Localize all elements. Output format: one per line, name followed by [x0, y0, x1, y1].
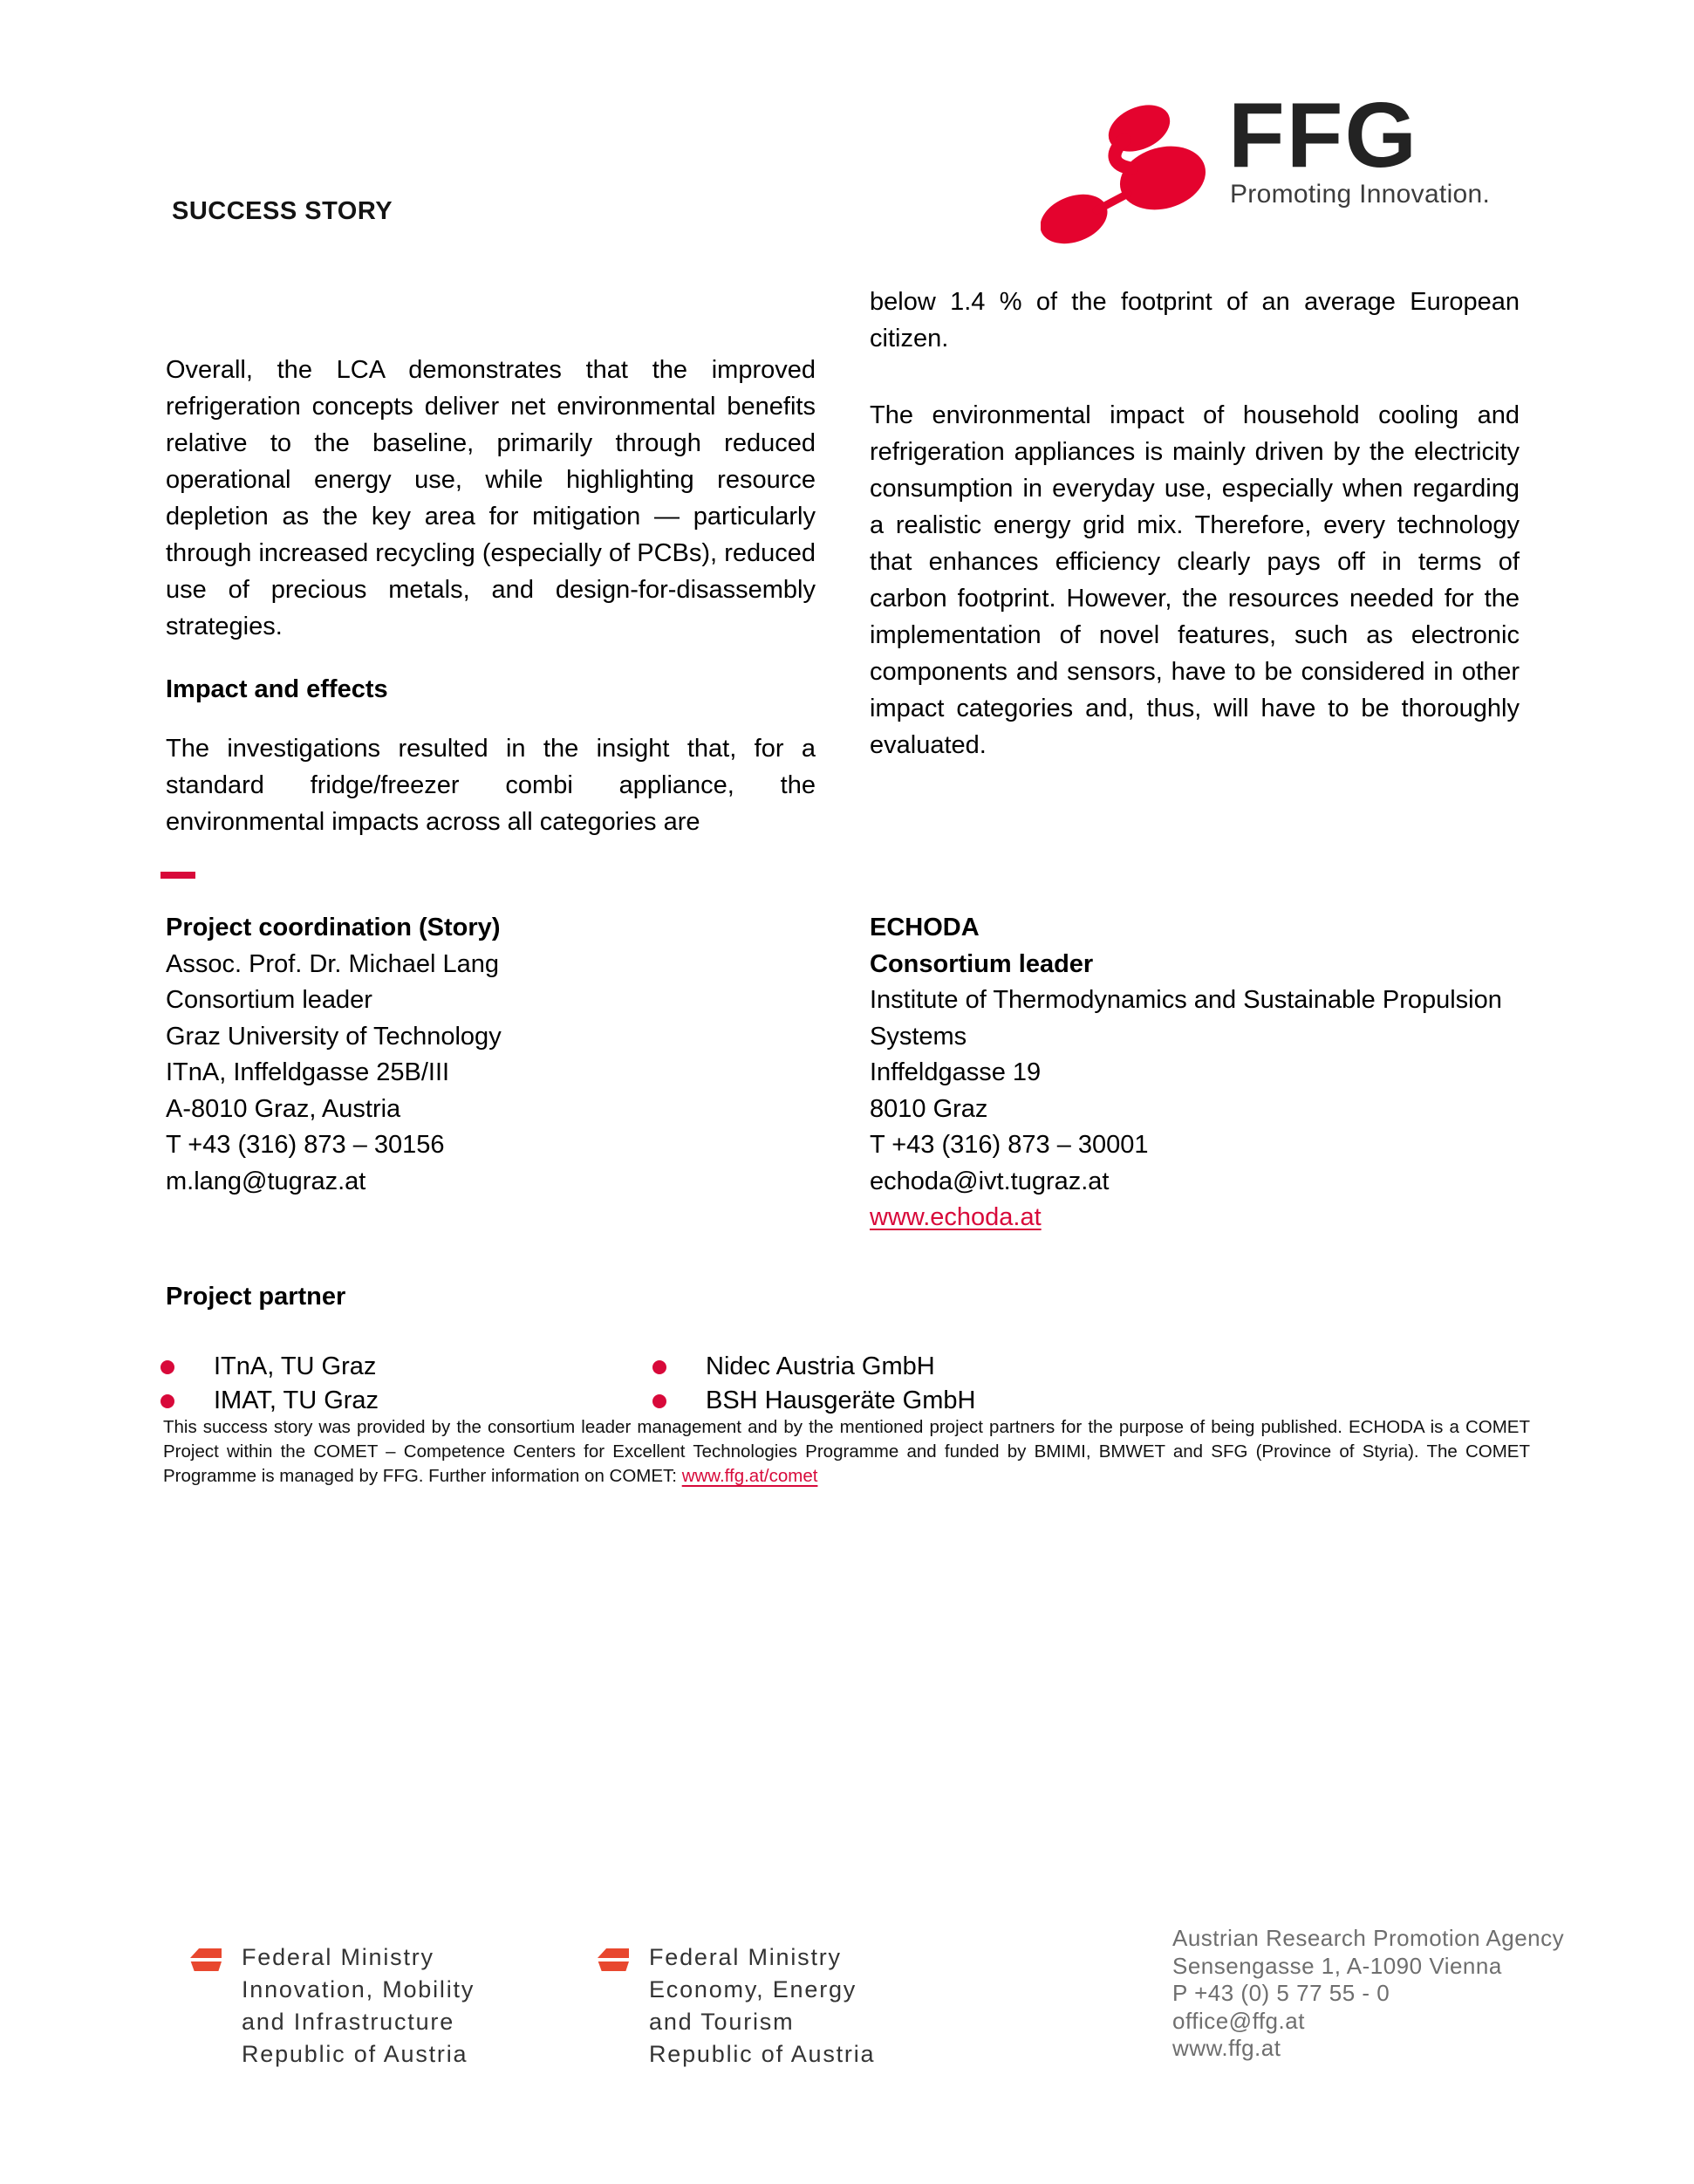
ministry-line: Economy, Energy	[649, 1976, 857, 2003]
partner-item	[652, 1386, 1242, 1415]
ministry-line: Federal Ministry	[242, 1944, 434, 1970]
echoda-address-city: 8010 Graz	[870, 1094, 988, 1123]
echoda-institute: Institute of Thermodynamics and Sustainable Propulsion Systems	[870, 986, 1502, 1051]
heading-impact-and-effects: Impact and effects	[166, 675, 388, 703]
flag-bar-bottom	[598, 1961, 629, 1971]
partner-label: Nidec Austria GmbH	[706, 1352, 935, 1380]
austrian-flag-icon	[190, 1948, 222, 1972]
ministry-line: Federal Ministry	[649, 1944, 842, 1970]
coordination-organisation: Graz University of Technology	[166, 1022, 502, 1051]
paragraph-investigations: The investigations resulted in the insight that, for a standard fridge/freezer combi appliance, the environmental impacts across all categories are	[166, 735, 816, 836]
ffg-molecule-icon	[1041, 105, 1212, 246]
ministry-economy-logo	[598, 1941, 875, 2071]
heading-project-partner: Project partner	[166, 1283, 346, 1311]
echoda-address-street: Inffeldgasse 19	[870, 1058, 1042, 1086]
austrian-flag-icon	[598, 1948, 629, 1972]
bullet-icon	[161, 1394, 174, 1408]
right-column	[870, 284, 1520, 763]
partner-label: BSH Hausgeräte GmbH	[706, 1386, 976, 1414]
echoda-phone: T +43 (316) 873 – 30001	[870, 1131, 1149, 1159]
page-title: SUCCESS STORY	[172, 197, 393, 225]
ffg-agency-contact-block	[1172, 1925, 1564, 2063]
flag-bar-top	[190, 1948, 222, 1958]
echoda-website-link[interactable]: www.echoda.at	[870, 1203, 1042, 1231]
ministry-innovation-logo	[190, 1941, 475, 2071]
flag-bar-top	[598, 1948, 629, 1958]
paragraph-environmental-impact: The environmental impact of household cooling and refrigeration appliances is mainly driven by the electricity consumption in everyday use, especially when regarding a realistic energy grid mix. Therefore, every technology that enhances efficiency clearly pays off in terms of carbon footprint. However, the resources needed for the implementation of novel features, such as electronic components and sensors, have to be considered in other impact categories and, thus, will have to be thoroughly evaluated.	[870, 401, 1520, 759]
left-column	[166, 352, 816, 840]
partner-item	[652, 1352, 1242, 1381]
comet-info-link[interactable]: www.ffg.at/comet	[681, 1466, 818, 1486]
disclaimer-text	[163, 1415, 1530, 1489]
partner-item	[161, 1352, 652, 1381]
partner-item	[161, 1386, 652, 1415]
ministry-line: Innovation, Mobility	[242, 1976, 475, 2003]
coordination-address-street: ITnA, Inffeldgasse 25B/III	[166, 1058, 450, 1086]
paragraph-lca-summary: Overall, the LCA demonstrates that the improved refrigeration concepts deliver net environmental benefits relative to the baseline, primarily through reduced operational energy use, while highlighting resource depletion as the key area for mitigation — particularly through increased recycling (especially of PCBs), reduced use of precious metals, and design-for-disassembly strategies.	[166, 356, 816, 640]
echoda-email: echoda@ivt.tugraz.at	[870, 1167, 1110, 1195]
project-coordination-block	[166, 910, 816, 1200]
coordination-heading: Project coordination (Story)	[166, 914, 501, 941]
coordination-contact-name: Assoc. Prof. Dr. Michael Lang	[166, 949, 499, 978]
ministry-line: and Infrastructure	[242, 2009, 455, 2035]
paragraph-footprint: below 1.4 % of the footprint of an average European citizen.	[870, 288, 1520, 353]
ffg-logo-text: FFG	[1228, 84, 1418, 187]
ministry-innovation-wordmark	[242, 1941, 475, 2071]
ministry-line: Republic of Austria	[242, 2041, 468, 2067]
section-divider-dash	[161, 872, 195, 879]
echoda-name: ECHODA	[870, 914, 980, 941]
agency-email: office@ffg.at	[1172, 2007, 1305, 2034]
ffg-logo-tagline: Promoting Innovation.	[1230, 180, 1491, 209]
echoda-role: Consortium leader	[870, 949, 1094, 978]
partner-label: IMAT, TU Graz	[214, 1386, 379, 1414]
partner-label: ITnA, TU Graz	[214, 1352, 377, 1380]
bullet-icon	[652, 1360, 666, 1374]
flag-bar-bottom	[190, 1961, 222, 1971]
echoda-contact-block	[870, 910, 1520, 1236]
ministry-line: Republic of Austria	[649, 2041, 876, 2067]
disclaimer-body: This success story was provided by the consortium leader management and by the mentioned project partners for the purpose of being published. ECHODA is a COMET Project within the COMET – Competence Centers for Excellent Technologies Programme and funded by BMIMI, BMWET and SFG (Province of Styria). The COMET Programme is managed by FFG. Further information on COMET:	[163, 1417, 1530, 1486]
agency-name: Austrian Research Promotion Agency	[1172, 1925, 1565, 1951]
agency-phone: P +43 (0) 5 77 55 - 0	[1172, 1980, 1390, 2006]
ministry-economy-wordmark	[649, 1941, 875, 2071]
ministry-line: and Tourism	[649, 2009, 795, 2035]
agency-address: Sensengasse 1, A-1090 Vienna	[1172, 1952, 1502, 1979]
partner-list	[161, 1350, 1242, 1418]
bullet-icon	[652, 1394, 666, 1408]
bullet-icon	[161, 1360, 174, 1374]
coordination-email: m.lang@tugraz.at	[166, 1167, 366, 1195]
coordination-contact-role: Consortium leader	[166, 986, 372, 1014]
coordination-address-city: A-8010 Graz, Austria	[166, 1094, 401, 1123]
coordination-phone: T +43 (316) 873 – 30156	[166, 1131, 445, 1159]
agency-website: www.ffg.at	[1172, 2035, 1281, 2061]
